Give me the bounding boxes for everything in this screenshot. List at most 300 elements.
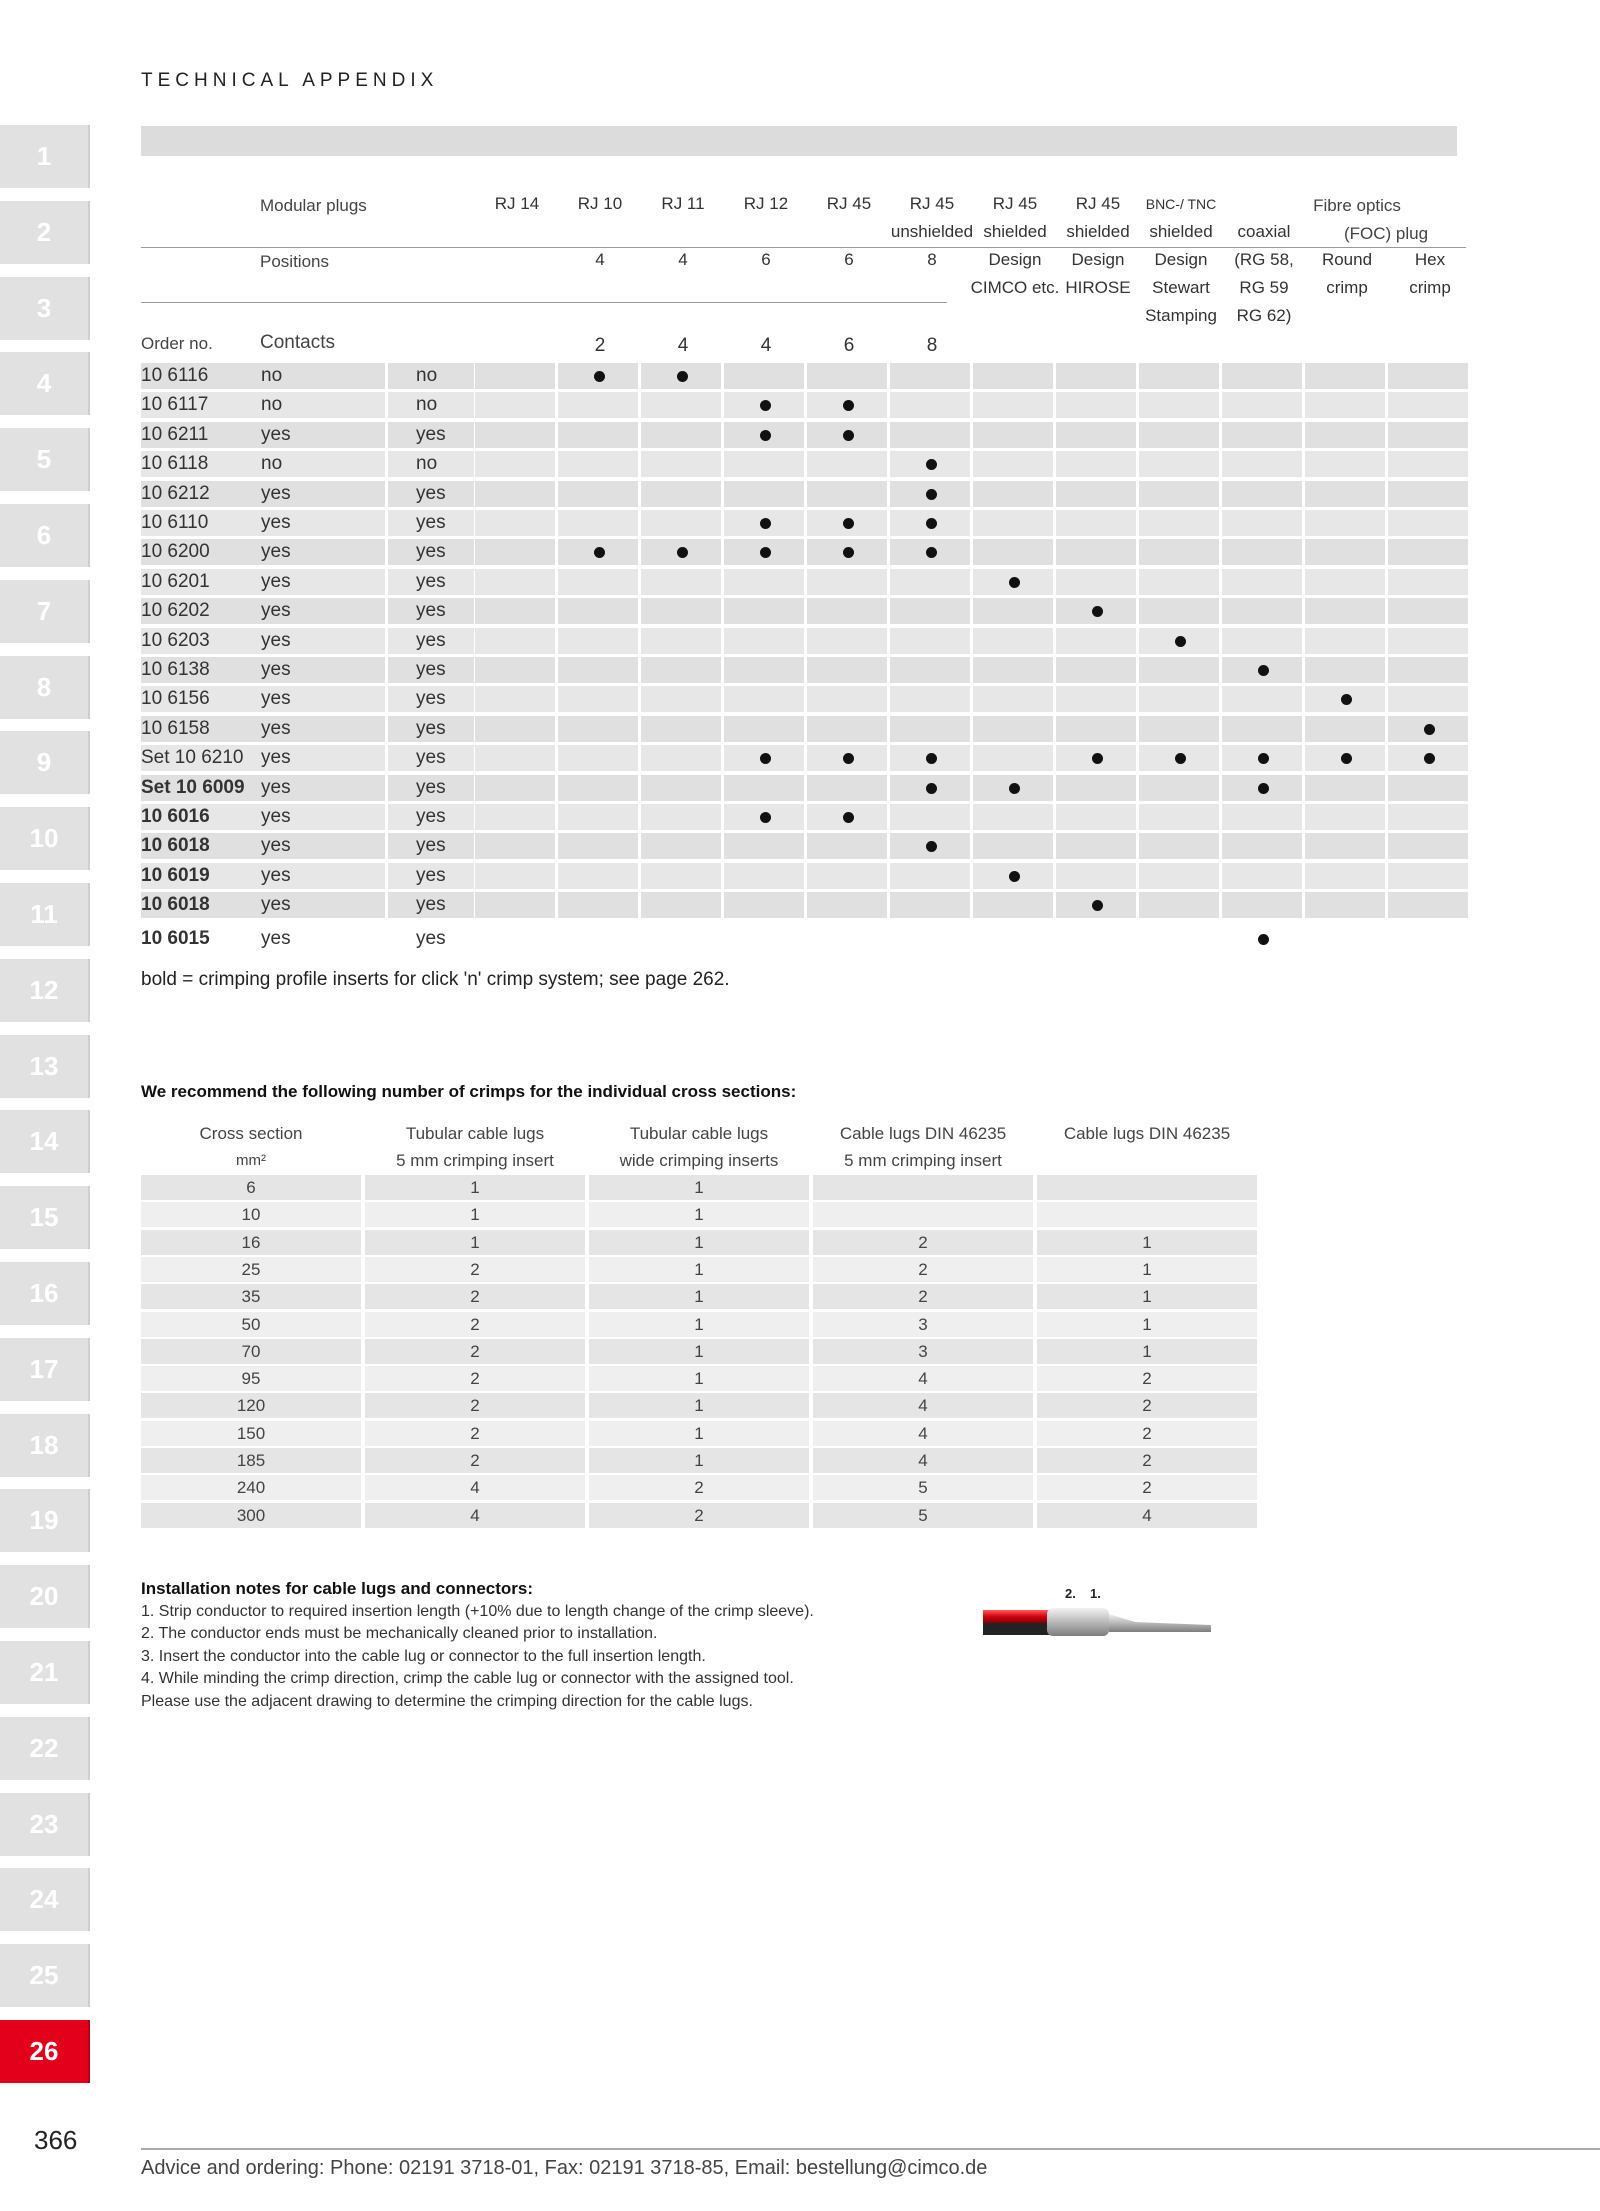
row-cell: [724, 833, 804, 859]
row-cell: [1388, 569, 1468, 595]
row-cell: [475, 628, 555, 654]
row-cell: [1056, 863, 1136, 889]
table-row: [141, 684, 1461, 713]
shield-value: yes: [416, 570, 446, 592]
row-cell: [1305, 863, 1385, 889]
table-cell: 2: [813, 1257, 1033, 1282]
row-cell: [890, 863, 970, 889]
row-cell: [558, 481, 638, 507]
positions-value: 8: [927, 250, 937, 269]
contacts-value: 6: [843, 335, 855, 356]
shield-value: yes: [416, 747, 446, 769]
chapter-tab-10[interactable]: 10: [0, 807, 90, 870]
chapter-tab-12[interactable]: 12: [0, 959, 90, 1022]
positions-value: 4: [678, 250, 688, 269]
table-cell: 4: [365, 1503, 585, 1528]
contacts-value: yes: [261, 629, 291, 651]
row-cell: [1139, 510, 1219, 536]
table-cell: 4: [1037, 1503, 1257, 1528]
row-cell: [890, 363, 970, 389]
row-cell: [973, 716, 1053, 742]
row-cell: [1222, 569, 1302, 595]
table-row: [141, 626, 1461, 655]
row-cell: [1056, 392, 1136, 418]
row-cell: [475, 598, 555, 624]
order-number: 10 6016: [141, 806, 210, 827]
chapter-tab-16[interactable]: 16: [0, 1262, 90, 1325]
row-cell: [641, 686, 721, 712]
row-cell: [724, 481, 804, 507]
row-cell: [1388, 451, 1468, 477]
order-number: 10 6138: [141, 659, 210, 680]
order-number: 10 6202: [141, 600, 210, 622]
positions-value: Design: [1154, 250, 1208, 269]
order-number: 10 6211: [141, 423, 209, 445]
table-cell: 1: [1037, 1339, 1257, 1364]
table-cell: 10: [141, 1202, 361, 1227]
contacts-value: yes: [261, 423, 291, 445]
table-cell: 1: [589, 1175, 809, 1200]
chapter-tab-25[interactable]: 25: [0, 1944, 90, 2007]
fibre-optics-label: Fibre optics: [1313, 196, 1401, 215]
row-cell: [1222, 598, 1302, 624]
row-cell: [558, 892, 638, 918]
row-cell: [1388, 628, 1468, 654]
chapter-tab-5[interactable]: 5: [0, 428, 90, 491]
column-header: shielded: [983, 222, 1047, 241]
contacts-value: no: [261, 365, 283, 386]
row-cell: [475, 716, 555, 742]
row-cell: [1388, 863, 1468, 889]
row-cell: [475, 775, 555, 801]
chapter-tab-6[interactable]: 6: [0, 504, 90, 567]
row-cell: [1139, 775, 1219, 801]
row-cell: [724, 569, 804, 595]
table-row: [141, 890, 1461, 919]
installation-notes: [141, 1578, 901, 1713]
chapter-tab-13[interactable]: 13: [0, 1035, 90, 1098]
table-row: [141, 802, 1461, 831]
row-cell: [1305, 892, 1385, 918]
row-cell: [724, 892, 804, 918]
row-cell: [558, 422, 638, 448]
table-cell: 2: [365, 1339, 585, 1364]
bullet-dot: [760, 430, 771, 441]
row-cell: [890, 892, 970, 918]
row-cell: [1388, 510, 1468, 536]
chapter-tab-2[interactable]: 2: [0, 201, 90, 264]
positions-value: Hex: [1414, 250, 1446, 269]
table-cell: [1037, 1202, 1257, 1227]
contacts-value: 4: [677, 335, 689, 356]
row-cell: [1056, 657, 1136, 683]
row-cell: [724, 863, 804, 889]
chapter-tab-7[interactable]: 7: [0, 580, 90, 643]
table-cell: 6: [141, 1175, 361, 1200]
row-cell: [973, 804, 1053, 830]
chapter-tab-1[interactable]: 1: [0, 125, 90, 188]
shield-value: yes: [416, 541, 446, 563]
table-row: [141, 773, 1461, 802]
label-contacts: Contacts: [260, 332, 335, 353]
row-cell: [1388, 892, 1468, 918]
row-cell: [724, 363, 804, 389]
column-header: Cross section: [199, 1124, 303, 1143]
table-cell: 1: [1037, 1230, 1257, 1255]
label-positions: Positions: [260, 252, 329, 271]
row-cell: [558, 628, 638, 654]
row-cell: [1139, 569, 1219, 595]
row-cell: [1222, 422, 1302, 448]
row-cell: [1056, 804, 1136, 830]
table-cell: 4: [813, 1393, 1033, 1418]
chapter-tab-14[interactable]: 14: [0, 1110, 90, 1173]
table-cell: 50: [141, 1312, 361, 1337]
cable-red: [983, 1610, 1053, 1623]
row-cell: [1222, 539, 1302, 565]
row-cell: [1056, 686, 1136, 712]
positions-value: Stamping: [1145, 306, 1217, 325]
row-cell: [1056, 510, 1136, 536]
row-cell: [641, 833, 721, 859]
row-cell: [1388, 775, 1468, 801]
column-header: RJ 10: [577, 194, 623, 213]
row-cell: [973, 481, 1053, 507]
row-cell: [1056, 539, 1136, 565]
column-header: RJ 12: [743, 194, 789, 213]
chapter-tab-3[interactable]: 3: [0, 277, 90, 340]
table-cell: [1037, 1175, 1257, 1200]
row-cell: [1139, 657, 1219, 683]
installation-line: 2. The conductor ends must be mechanically cleaned prior to installation.: [141, 1625, 658, 1642]
row-cell: [973, 451, 1053, 477]
row-cell: [1305, 657, 1385, 683]
table-row: [141, 567, 1461, 596]
table-row: [141, 390, 1461, 419]
table-cell: 5: [813, 1503, 1033, 1528]
row-cell: [475, 863, 555, 889]
order-number: 10 6200: [141, 541, 210, 563]
bullet-dot: [926, 489, 937, 500]
crimps-title: We recommend the following number of crimps for the individual cross sections:: [141, 1082, 797, 1101]
row-cell: [1305, 539, 1385, 565]
column-header: Tubular cable lugs: [629, 1124, 769, 1143]
bold-note: bold = crimping profile inserts for click 'n' crimp system; see page 262.: [141, 969, 730, 990]
footer-contact: Advice and ordering: Phone: 02191 3718-01, Fax: 02191 3718-85, Email: bestellung@cimco.de: [141, 2157, 988, 2179]
shield-value: no: [416, 394, 438, 416]
shield-value: yes: [416, 835, 446, 857]
shield-value: yes: [416, 717, 446, 739]
chapter-tab-23[interactable]: 23: [0, 1793, 90, 1856]
row-cell: [807, 863, 887, 889]
row-cell: [558, 392, 638, 418]
contacts-value: 8: [926, 335, 938, 356]
row-cell: [1388, 804, 1468, 830]
contacts-value: yes: [261, 600, 291, 622]
row-cell: [1056, 451, 1136, 477]
positions-value: 6: [761, 250, 771, 269]
lug-tongue: [1109, 1614, 1211, 1632]
drawing-label-1: 1.: [1090, 1586, 1101, 1601]
row-cell: [641, 892, 721, 918]
row-cell: [1222, 863, 1302, 889]
chapter-tab-20[interactable]: 20: [0, 1565, 90, 1628]
table-row: [141, 449, 1461, 478]
table-row: [141, 1201, 1257, 1228]
table-row: [141, 1174, 1257, 1201]
row-cell: [807, 686, 887, 712]
row-cell: [807, 451, 887, 477]
order-number: 10 6118: [141, 453, 209, 475]
row-cell: [1139, 422, 1219, 448]
table-row: [141, 924, 1461, 953]
row-cell: [1305, 775, 1385, 801]
table-cell: 2: [1037, 1475, 1257, 1500]
installation-line: Please use the adjacent drawing to determine the crimping direction for the cable lugs.: [141, 1692, 753, 1710]
row-cell: [1056, 628, 1136, 654]
row-cell: [973, 363, 1053, 389]
row-cell: [807, 892, 887, 918]
section-header: TECHNICAL APPENDIX: [141, 70, 439, 91]
row-cell: [475, 510, 555, 536]
table-row: [141, 831, 1461, 860]
chapter-tab-17[interactable]: 17: [0, 1338, 90, 1401]
table-cell: 2: [365, 1257, 585, 1282]
row-cell: [641, 716, 721, 742]
table-row: [141, 537, 1461, 566]
shield-value: yes: [416, 927, 446, 949]
table-cell: 1: [589, 1393, 809, 1418]
row-cell: [1056, 716, 1136, 742]
contacts-value: 4: [760, 335, 772, 356]
table-cell: 4: [813, 1421, 1033, 1446]
table-row: [141, 1283, 1257, 1310]
bullet-dot: [843, 518, 854, 529]
column-header: Cable lugs DIN 46235: [839, 1124, 1007, 1143]
positions-value: (RG 58,: [1234, 250, 1294, 269]
shield-value: yes: [416, 659, 446, 680]
bullet-dot: [594, 371, 605, 382]
row-cell: [973, 598, 1053, 624]
table-cell: 1: [589, 1339, 809, 1364]
bullet-dot: [1258, 934, 1269, 945]
chapter-tab-19[interactable]: 19: [0, 1489, 90, 1552]
column-header: shielded: [1066, 222, 1130, 241]
shield-value: yes: [416, 806, 446, 827]
bullet-dot: [843, 812, 854, 823]
row-cell: [1305, 569, 1385, 595]
row-cell: [1305, 716, 1385, 742]
row-cell: [807, 363, 887, 389]
row-cell: [1139, 363, 1219, 389]
row-cell: [724, 716, 804, 742]
row-cell: [1222, 804, 1302, 830]
order-number: 10 6116: [141, 365, 209, 386]
chapter-tab-26[interactable]: 26: [0, 2020, 90, 2083]
contacts-value: yes: [261, 864, 291, 886]
bullet-dot: [760, 518, 771, 529]
bullet-dot: [926, 518, 937, 529]
order-number: 10 6158: [141, 717, 210, 739]
cable-lug-drawing: [975, 1580, 1235, 1660]
contacts-value: yes: [261, 512, 291, 533]
chapter-tab-9[interactable]: 9: [0, 731, 90, 794]
column-header: 5 mm crimping insert: [844, 1151, 1002, 1170]
table-row: [141, 655, 1461, 684]
row-cell: [558, 657, 638, 683]
bullet-dot: [1009, 577, 1020, 588]
row-cell: [641, 804, 721, 830]
installation-line: 3. Insert the conductor into the cable lug or connector to the full insertion length.: [141, 1647, 706, 1665]
row-cell: [475, 481, 555, 507]
table-cell: 2: [813, 1230, 1033, 1255]
row-cell: [724, 598, 804, 624]
row-cell: [890, 657, 970, 683]
foc-plug-label: (FOC) plug: [1343, 224, 1429, 243]
bullet-dot: [843, 430, 854, 441]
row-cell: [1139, 686, 1219, 712]
table-cell: 95: [141, 1366, 361, 1391]
row-cell: [973, 892, 1053, 918]
row-cell: [641, 422, 721, 448]
row-cell: [1305, 451, 1385, 477]
row-cell: [1388, 481, 1468, 507]
row-cell: [558, 804, 638, 830]
row-cell: [1388, 598, 1468, 624]
table-cell: 1: [365, 1230, 585, 1255]
row-cell: [890, 598, 970, 624]
order-number: 10 6201: [141, 570, 210, 592]
bullet-dot: [1009, 783, 1020, 794]
table-cell: 35: [141, 1284, 361, 1309]
row-cell: [1222, 392, 1302, 418]
order-number: Set 10 6009: [141, 776, 245, 798]
shield-value: yes: [416, 894, 446, 916]
shield-value: yes: [416, 776, 446, 798]
chapter-tab-24[interactable]: 24: [0, 1868, 90, 1931]
order-number: 10 6203: [141, 629, 210, 651]
row-cell: [807, 569, 887, 595]
chapter-tab-15[interactable]: 15: [0, 1186, 90, 1249]
chapter-tab-4[interactable]: 4: [0, 352, 90, 415]
bullet-dot: [677, 371, 688, 382]
positions-value: RG 62): [1236, 306, 1292, 325]
row-cell: [1139, 392, 1219, 418]
bullet-dot: [1009, 871, 1020, 882]
row-cell: [1222, 628, 1302, 654]
column-header: RJ 45: [909, 194, 955, 213]
order-number: 10 6015: [141, 927, 210, 949]
column-header: Tubular cable lugs: [405, 1124, 545, 1143]
row-cell: [1056, 481, 1136, 507]
row-cell: [807, 716, 887, 742]
chapter-tab-18[interactable]: 18: [0, 1414, 90, 1477]
row-cell: [1305, 481, 1385, 507]
row-cell: [1222, 451, 1302, 477]
contacts-value: 2: [594, 335, 606, 356]
row-cell: [641, 863, 721, 889]
row-cell: [724, 775, 804, 801]
column-header: RJ 11: [661, 194, 705, 213]
table-cell: 2: [1037, 1448, 1257, 1473]
table-cell: 2: [813, 1284, 1033, 1309]
order-number: 10 6110: [141, 512, 209, 533]
positions-value: Stewart: [1152, 278, 1210, 297]
row-cell: [558, 510, 638, 536]
row-cell: [1139, 481, 1219, 507]
shield-value: no: [416, 365, 438, 386]
table-row: [141, 1447, 1257, 1474]
column-header: shielded: [1149, 222, 1213, 241]
row-cell: [1388, 422, 1468, 448]
chapter-tab-11[interactable]: 11: [0, 883, 90, 946]
table-cell: 3: [813, 1312, 1033, 1337]
row-cell: [641, 745, 721, 771]
table-cell: 2: [365, 1448, 585, 1473]
chapter-tab-21[interactable]: 21: [0, 1641, 90, 1704]
bullet-dot: [1424, 724, 1435, 735]
row-cell: [973, 686, 1053, 712]
shield-value: yes: [416, 688, 446, 710]
chapter-tab-8[interactable]: 8: [0, 656, 90, 719]
row-cell: [1305, 628, 1385, 654]
row-cell: [1388, 539, 1468, 565]
row-cell: [807, 775, 887, 801]
row-cell: [475, 833, 555, 859]
row-cell: [973, 833, 1053, 859]
table-row: [141, 1311, 1257, 1338]
table-cell: 2: [1037, 1421, 1257, 1446]
table-cell: 185: [141, 1448, 361, 1473]
row-cell: [641, 481, 721, 507]
row-cell: [641, 510, 721, 536]
contacts-value: yes: [261, 894, 291, 916]
table-cell: 1: [1037, 1257, 1257, 1282]
column-header: Cable lugs DIN 46235: [1063, 1124, 1231, 1143]
column-header: unshielded: [890, 222, 974, 241]
table-cell: 2: [1037, 1366, 1257, 1391]
order-number: 10 6018: [141, 894, 210, 916]
table-cell: 2: [1037, 1393, 1257, 1418]
crimp-sleeve: [1047, 1608, 1109, 1636]
order-number: 10 6156: [141, 688, 210, 710]
row-cell: [890, 686, 970, 712]
top-bar: [141, 126, 1457, 156]
row-cell: [475, 892, 555, 918]
column-header: RJ 45: [826, 194, 872, 213]
row-cell: [973, 392, 1053, 418]
table-cell: 2: [365, 1393, 585, 1418]
table-cell: 1: [1037, 1312, 1257, 1337]
row-cell: [724, 657, 804, 683]
table-cell: 300: [141, 1503, 361, 1528]
row-cell: [724, 451, 804, 477]
table-row: [141, 1365, 1257, 1392]
shield-value: yes: [416, 629, 446, 651]
column-header: wide crimping inserts: [619, 1151, 779, 1170]
row-cell: [973, 539, 1053, 565]
column-header: 5 mm crimping insert: [396, 1151, 554, 1170]
positions-value: Design: [988, 250, 1042, 269]
row-cell: [558, 833, 638, 859]
chapter-tab-22[interactable]: 22: [0, 1717, 90, 1780]
row-cell: [475, 745, 555, 771]
row-cell: [641, 775, 721, 801]
row-cell: [1139, 833, 1219, 859]
column-header: RJ 45: [1075, 194, 1121, 213]
row-cell: [475, 569, 555, 595]
row-cell: [973, 510, 1053, 536]
